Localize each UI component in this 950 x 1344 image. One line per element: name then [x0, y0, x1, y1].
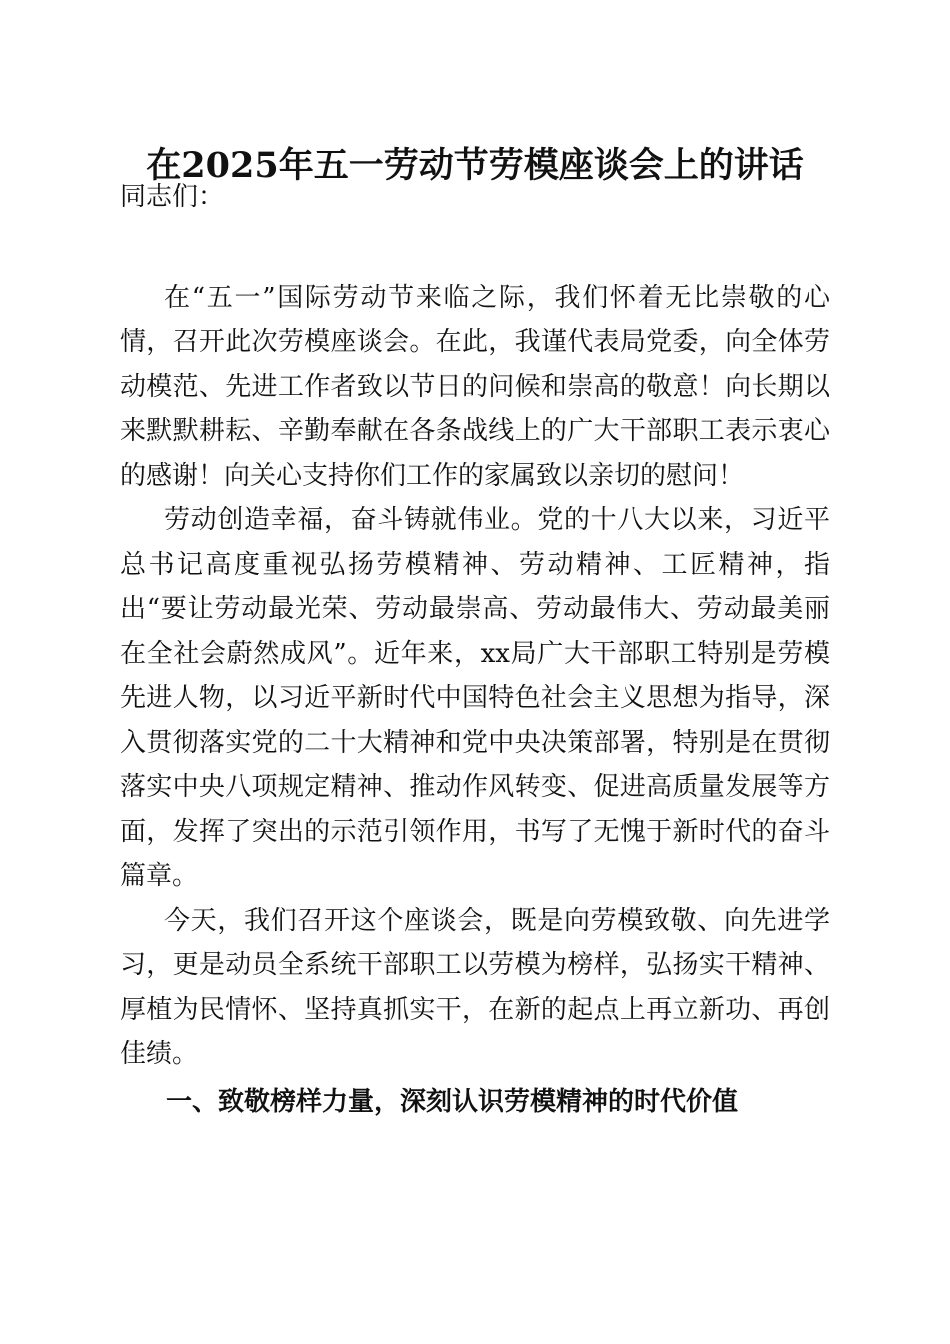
paragraph-line: 动模范、先进工作者致以节日的问候和崇高的敬意！向长期以 [120, 371, 830, 402]
paragraph-line: 劳动创造幸福，奋斗铸就伟业。党的十八大以来，习近平 [164, 505, 830, 535]
paragraph-line: 总书记高度重视弘扬劳模精神、劳动精神、工匠精神，指 [120, 549, 830, 580]
paragraph [120, 899, 830, 1077]
paragraph-line: 在“五一”国际劳动节来临之际，我们怀着无比崇敬的心 [164, 282, 830, 313]
paragraph-line: 今天，我们召开这个座谈会，既是向劳模致敬、向先进学 [164, 905, 830, 936]
paragraph-line: 情，召开此次劳模座谈会。在此，我谨代表局党委，向全体劳 [120, 327, 830, 357]
paragraph-line: 习，更是动员全系统干部职工以劳模为榜样，弘扬实干精神、 [120, 950, 830, 980]
document-body [120, 175, 830, 1124]
paragraph [120, 276, 830, 499]
paragraphs [120, 276, 830, 1077]
paragraph-line: 来默默耕耘、辛勤奉献在各条战线上的广大干部职工表示衷心 [120, 416, 830, 446]
paragraph-line: 篇章。 [120, 861, 199, 891]
paragraph-line: 落实中央八项规定精神、推动作风转变、促进高质量发展等方 [120, 772, 830, 802]
salutation: 同志们： [120, 182, 225, 212]
paragraph [120, 498, 830, 899]
paragraph-line: 在全社会蔚然成风”。近年来，xx局广大干部职工特别是劳模 [120, 638, 830, 669]
paragraph-line: 厚植为民情怀、坚持真抓实干，在新的起点上再立新功、再创 [120, 994, 830, 1025]
section-heading: 一、致敬榜样力量，深刻认识劳模精神的时代价值 [166, 1086, 739, 1117]
paragraph-line: 佳绩。 [120, 1039, 199, 1069]
paragraph-line: 入贯彻落实党的二十大精神和党中央决策部署，特别是在贯彻 [120, 727, 830, 758]
paragraph-line: 面，发挥了突出的示范引领作用，书写了无愧于新时代的奋斗 [120, 816, 830, 847]
paragraph-line: 出“要让劳动最光荣、劳动最崇高、劳动最伟大、劳动最美丽 [120, 594, 830, 624]
document-title: 在2025年五一劳动节劳模座谈会上的讲话 [146, 145, 804, 186]
paragraph-line: 的感谢！向关心支持你们工作的家属致以亲切的慰问！ [120, 460, 745, 491]
paragraph-line: 先进人物，以习近平新时代中国特色社会主义思想为指导，深 [120, 683, 830, 713]
